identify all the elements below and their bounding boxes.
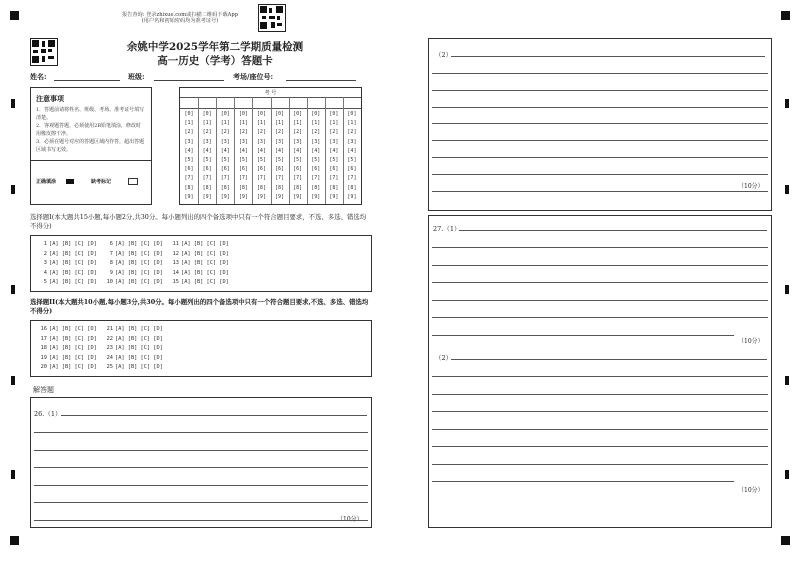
choice-options[interactable]: [A] [B] [C] [D] [115, 326, 163, 332]
question-number: 1 [43, 241, 47, 247]
exam-digit-bubble[interactable]: [8] [238, 184, 248, 191]
exam-number-write-cell[interactable] [216, 98, 234, 108]
exam-digit-bubble[interactable]: [7] [202, 175, 212, 182]
exam-digit-bubble[interactable]: [1] [293, 120, 303, 127]
answer-line[interactable] [34, 520, 368, 521]
exam-digit-bubble[interactable]: [1] [311, 120, 321, 127]
exam-digit-bubble[interactable]: [0] [184, 111, 194, 117]
question-number: 21 [106, 326, 113, 332]
answer-line[interactable] [34, 432, 368, 433]
exam-digit-bubble[interactable]: [9] [311, 193, 321, 200]
app-qr-code [258, 4, 286, 32]
answer-line[interactable] [432, 446, 768, 447]
side-mark [785, 470, 789, 479]
q26-answer-box [30, 397, 372, 528]
notes-divider [31, 160, 151, 161]
choice-options[interactable]: [A] [B] [C] [D] [181, 250, 229, 257]
choice-options[interactable]: [A] [B] [C] [D] [49, 250, 97, 257]
choice-options[interactable]: [A] [B] [C] [D] [115, 269, 163, 276]
exam-digit-bubble[interactable]: [6] [311, 166, 321, 173]
exam-title: 余姚中学2025学年第二学期质量检测 [126, 41, 304, 53]
report-notice-line2: (用户名和初始密码均为准考证号) [141, 18, 219, 25]
exam-digit-bubble[interactable]: [2] [202, 129, 212, 136]
exam-digit-bubble[interactable]: [5] [184, 157, 194, 163]
side-mark [785, 99, 789, 108]
choice-question-row[interactable] [37, 355, 97, 361]
exam-digit-bubble[interactable]: [6] [238, 166, 248, 173]
exam-digit-bubble[interactable]: [0] [293, 111, 303, 117]
exam-digit-bubble[interactable]: [4] [311, 147, 321, 154]
choice-options[interactable]: [A] [B] [C] [D] [115, 364, 163, 371]
exam-number-write-cell[interactable] [343, 98, 361, 108]
exam-digit-bubble[interactable]: [7] [293, 175, 303, 182]
exam-digit-bubble[interactable]: [3] [256, 138, 266, 145]
exam-number-write-cell[interactable] [325, 98, 343, 108]
question-number: 9 [109, 269, 113, 276]
side-mark [11, 376, 15, 385]
exam-digit-bubble[interactable]: [7] [184, 175, 194, 182]
exam-digit-bubble[interactable]: [9] [202, 193, 212, 200]
choice-options[interactable]: [A] [B] [C] [D] [181, 269, 229, 276]
exam-digit-bubble[interactable]: [4] [347, 147, 357, 154]
choice-options[interactable]: [A] [B] [C] [D] [115, 250, 163, 257]
choice-question-row[interactable] [103, 270, 163, 276]
exam-digit-bubble[interactable]: [0] [347, 111, 357, 117]
exam-digit-bubble[interactable]: [7] [256, 175, 266, 182]
side-mark [11, 470, 15, 479]
corner-mark-top-right [781, 11, 790, 20]
exam-digit-bubble[interactable]: [2] [184, 129, 194, 136]
report-notice-line1: 报告查询: 登录zhixue.com或扫描二维码下载App [121, 12, 239, 18]
side-mark [785, 285, 789, 294]
exam-digit-bubble[interactable]: [6] [202, 166, 212, 173]
section1-answer-box [30, 235, 372, 292]
class-label: 班级: [128, 72, 145, 81]
choice-question-row[interactable] [169, 251, 229, 257]
exam-digit-bubble[interactable]: [7] [275, 175, 285, 182]
choice-question-row[interactable] [103, 279, 163, 285]
exam-digit-bubble[interactable]: [2] [220, 129, 230, 136]
exam-digit-bubble[interactable]: [3] [202, 138, 212, 145]
notes-item: 1．答题前请将姓名、班级、考场、准考证号填写清楚。 [36, 107, 145, 121]
question-number: 13 [172, 260, 179, 267]
exam-digit-bubble[interactable]: [0] [220, 111, 230, 117]
choice-question-row[interactable] [103, 260, 163, 266]
exam-digit-bubble[interactable]: [4] [256, 147, 266, 154]
exam-digit-bubble[interactable]: [2] [293, 129, 303, 136]
choice-options[interactable]: [A] [B] [C] [D] [49, 260, 97, 267]
room-seat-label: 考场/座位号: [233, 72, 274, 81]
choice-question-row[interactable] [103, 364, 163, 370]
exam-digit-bubble[interactable]: [5] [347, 157, 357, 163]
section3-heading: 解答题 [33, 386, 54, 394]
choice-question-row[interactable] [37, 345, 97, 351]
choice-question-row[interactable] [103, 241, 163, 247]
question-number: 6 [109, 241, 113, 247]
question-number: 11 [172, 241, 179, 247]
right-answer-panel-top[interactable] [428, 38, 772, 211]
exam-digit-bubble[interactable]: [2] [256, 129, 266, 136]
answer-line[interactable] [432, 411, 768, 412]
question-number: 3 [43, 260, 47, 267]
name-field[interactable] [54, 80, 120, 81]
exam-number-grid [179, 87, 362, 205]
choice-options[interactable]: [A] [B] [C] [D] [181, 260, 229, 267]
answer-line[interactable] [432, 73, 768, 74]
choice-question-row[interactable] [103, 326, 163, 332]
exam-digit-bubble[interactable]: [3] [275, 138, 285, 145]
choice-options[interactable]: [A] [B] [C] [D] [49, 279, 97, 286]
exam-digit-bubble[interactable]: [1] [238, 120, 248, 127]
exam-digit-bubble[interactable]: [9] [256, 193, 266, 200]
exam-digit-bubble[interactable]: [7] [220, 175, 230, 182]
choice-question-row[interactable] [103, 355, 163, 361]
exam-digit-bubble[interactable]: [6] [329, 166, 339, 173]
question-number: 16 [40, 326, 47, 332]
exam-digit-bubble[interactable]: [5] [220, 157, 230, 163]
side-mark [11, 285, 15, 294]
exam-digit-bubble[interactable]: [8] [329, 184, 339, 191]
exam-number-write-cell[interactable] [271, 98, 289, 108]
exam-digit-bubble[interactable]: [5] [275, 157, 285, 163]
question-number: 22 [106, 335, 113, 342]
q26-part2-score: （10分） [738, 183, 764, 190]
exam-digit-bubble[interactable]: [7] [347, 175, 357, 182]
room-seat-field[interactable] [286, 80, 356, 81]
exam-digit-bubble[interactable]: [3] [184, 138, 194, 145]
section1-instruction: 选择题I(本大题共15小题,每小题2分,共30分。每小题列出的四个备选项中只有一个符合题目要求，不选、多选、错选均不得分) [30, 213, 367, 230]
choice-options[interactable]: [A] [B] [C] [D] [49, 354, 97, 361]
exam-digit-bubble[interactable]: [1] [202, 120, 212, 127]
choice-question-row[interactable] [37, 326, 97, 332]
exam-digit-bubble[interactable]: [3] [238, 138, 248, 145]
right-answer-panel-bottom[interactable] [428, 215, 772, 528]
question-number: 5 [43, 279, 47, 286]
exam-digit-bubble[interactable]: [1] [347, 120, 357, 127]
choice-options[interactable]: [A] [B] [C] [D] [49, 364, 97, 371]
question-number: 20 [40, 364, 47, 371]
exam-digit-bubble[interactable]: [2] [311, 129, 321, 136]
student-qr-code [30, 38, 58, 66]
exam-digit-bubble[interactable]: [6] [220, 166, 230, 173]
exam-digit-bubble[interactable]: [9] [347, 193, 357, 200]
answer-line[interactable] [432, 265, 768, 266]
exam-digit-bubble[interactable]: [5] [202, 157, 212, 163]
exam-digit-bubble[interactable]: [2] [238, 129, 248, 136]
question-number: 18 [40, 345, 47, 352]
question-number: 14 [172, 269, 179, 276]
q26-label: 26.（1） [34, 410, 62, 418]
question-number: 2 [43, 250, 47, 257]
choice-options[interactable]: [A] [B] [C] [D] [115, 241, 163, 247]
absent-mark-checkbox[interactable] [128, 178, 138, 185]
exam-digit-bubble[interactable]: [8] [275, 184, 285, 191]
answer-line[interactable] [432, 247, 768, 248]
q27-part1-score: （10分） [738, 338, 764, 345]
choice-question-row[interactable] [169, 279, 229, 285]
answer-line[interactable] [34, 450, 368, 451]
choice-question-row[interactable] [169, 241, 229, 247]
q27-part2-label: （2） [435, 354, 453, 362]
choice-options[interactable]: [A] [B] [C] [D] [115, 260, 163, 267]
exam-digit-bubble[interactable]: [9] [238, 193, 248, 200]
q27-part2-score: （10分） [738, 487, 764, 494]
exam-digit-bubble[interactable]: [0] [275, 111, 285, 117]
exam-digit-bubble[interactable]: [4] [275, 147, 285, 154]
choice-options[interactable]: [A] [B] [C] [D] [49, 269, 97, 276]
answer-line[interactable] [432, 90, 768, 91]
exam-digit-bubble[interactable]: [0] [238, 111, 248, 117]
exam-digit-bubble[interactable]: [0] [202, 111, 212, 117]
exam-digit-bubble[interactable]: [6] [275, 166, 285, 173]
answer-line[interactable] [432, 429, 768, 430]
exam-number-header: 考 号 [264, 90, 277, 96]
section2-answer-box [30, 320, 372, 377]
question-number: 12 [172, 250, 179, 257]
choice-question-row[interactable] [103, 336, 163, 342]
question-number: 25 [106, 364, 113, 371]
choice-options[interactable]: [A] [B] [C] [D] [49, 241, 97, 247]
question-number: 8 [109, 260, 113, 267]
exam-digit-bubble[interactable]: [6] [184, 166, 194, 173]
exam-digit-bubble[interactable]: [7] [329, 175, 339, 182]
exam-digit-bubble[interactable]: [0] [311, 111, 321, 117]
exam-digit-bubble[interactable]: [3] [329, 138, 339, 145]
answer-line[interactable] [432, 300, 768, 301]
answer-line[interactable] [34, 485, 368, 486]
choice-options[interactable]: [A] [B] [C] [D] [49, 345, 97, 352]
report-notice [110, 12, 250, 25]
choice-question-row[interactable] [169, 260, 229, 266]
answer-line[interactable] [432, 107, 768, 108]
choice-question-row[interactable] [37, 251, 97, 257]
question-number: 24 [106, 354, 113, 361]
exam-number-write-cell[interactable] [252, 98, 270, 108]
choice-options[interactable]: [A] [B] [C] [D] [115, 335, 163, 342]
answer-line[interactable] [451, 56, 765, 57]
question-number: 23 [106, 345, 113, 352]
exam-digit-bubble[interactable]: [5] [238, 157, 248, 163]
exam-digit-bubble[interactable]: [2] [347, 129, 357, 136]
notes-item: 3．必须在题号对应的答题区域内作答，超出答题区域书写无效。 [36, 139, 145, 153]
exam-number-write-cell[interactable] [234, 98, 252, 108]
answer-line[interactable] [432, 174, 768, 175]
exam-digit-bubble[interactable]: [5] [329, 157, 339, 163]
choice-question-row[interactable] [37, 364, 97, 370]
exam-digit-bubble[interactable]: [1] [220, 120, 230, 127]
exam-digit-bubble[interactable]: [4] [238, 147, 248, 154]
q26-score: （10分） [337, 516, 363, 523]
exam-number-write-cell[interactable] [307, 98, 325, 108]
choice-options[interactable]: [A] [B] [C] [D] [49, 326, 97, 332]
exam-digit-bubble[interactable]: [8] [347, 184, 357, 191]
question-number: 15 [172, 279, 179, 286]
answer-line[interactable] [61, 415, 367, 416]
answer-line[interactable] [432, 335, 734, 336]
answer-line[interactable] [432, 317, 768, 318]
exam-digit-bubble[interactable]: [9] [293, 193, 303, 200]
exam-number-write-cell[interactable] [198, 98, 216, 108]
answer-line[interactable] [432, 123, 768, 124]
exam-number-write-cell[interactable] [289, 98, 307, 108]
answer-line[interactable] [451, 359, 767, 360]
choice-question-row[interactable] [37, 270, 97, 276]
question-number: 4 [43, 269, 47, 276]
choice-options[interactable]: [A] [B] [C] [D] [115, 279, 163, 286]
answer-line[interactable] [432, 140, 768, 141]
exam-digit-bubble[interactable]: [3] [293, 138, 303, 145]
exam-digit-bubble[interactable]: [2] [329, 129, 339, 136]
notes-box [30, 87, 152, 205]
side-mark [11, 99, 15, 108]
exam-digit-bubble[interactable]: [8] [202, 184, 212, 191]
notes-item: 2．客观题答题，必须使用2B铅笔填涂，修改时用橡皮擦干净。 [36, 123, 142, 137]
exam-digit-bubble[interactable]: [4] [220, 147, 230, 154]
correct-fill-label: 正确填涂 [36, 179, 57, 185]
choice-question-row[interactable] [37, 336, 97, 342]
exam-digit-bubble[interactable]: [9] [275, 193, 285, 200]
exam-digit-bubble[interactable]: [4] [184, 147, 194, 154]
corner-mark-top-left [10, 11, 19, 20]
exam-digit-bubble[interactable]: [4] [293, 147, 303, 154]
q27-label: 27.（1） [433, 225, 461, 233]
exam-digit-bubble[interactable]: [1] [329, 120, 339, 127]
exam-digit-bubble[interactable]: [9] [329, 193, 339, 200]
notes-title: 注意事项 [36, 94, 64, 103]
choice-question-row[interactable] [103, 345, 163, 351]
exam-digit-bubble[interactable]: [9] [184, 193, 194, 200]
choice-question-row[interactable] [37, 279, 97, 285]
choice-question-row[interactable] [37, 260, 97, 266]
exam-digit-bubble[interactable]: [5] [256, 157, 266, 163]
exam-digit-bubble[interactable]: [0] [256, 111, 266, 117]
exam-digit-bubble[interactable]: [8] [311, 184, 321, 191]
answer-line[interactable] [459, 230, 767, 231]
exam-digit-bubble[interactable]: [4] [329, 147, 339, 154]
exam-digit-bubble[interactable]: [6] [347, 166, 357, 173]
exam-digit-bubble[interactable]: [7] [238, 175, 248, 182]
answer-line[interactable] [432, 464, 768, 465]
side-mark [11, 185, 15, 194]
exam-digit-bubble[interactable]: [8] [184, 184, 194, 191]
side-mark [785, 376, 789, 385]
exam-digit-bubble[interactable]: [6] [293, 166, 303, 173]
question-number: 19 [40, 354, 47, 361]
choice-question-row[interactable] [103, 251, 163, 257]
answer-line[interactable] [432, 157, 768, 158]
class-field[interactable] [154, 80, 224, 81]
notes-list [36, 106, 146, 154]
choice-options[interactable]: [A] [B] [C] [D] [181, 279, 229, 286]
choice-options[interactable]: [A] [B] [C] [D] [115, 345, 163, 352]
q26-part2-label: （2） [435, 51, 453, 59]
choice-options[interactable]: [A] [B] [C] [D] [49, 335, 97, 342]
question-number: 17 [40, 335, 47, 342]
answer-line[interactable] [432, 282, 768, 283]
exam-number-write-cell[interactable] [180, 98, 198, 108]
exam-digit-bubble[interactable]: [6] [256, 166, 266, 173]
exam-digit-bubble[interactable]: [2] [275, 129, 285, 136]
side-mark [785, 185, 789, 194]
exam-digit-bubble[interactable]: [1] [256, 120, 266, 127]
exam-digit-bubble[interactable]: [4] [202, 147, 212, 154]
exam-digit-bubble[interactable]: [5] [293, 157, 303, 163]
correct-fill-sample [66, 179, 74, 184]
exam-digit-bubble[interactable]: [8] [293, 184, 303, 191]
name-label: 姓名: [30, 72, 47, 81]
absent-mark-label: 缺考标记 [91, 179, 112, 185]
section2-instruction: 选择题II(本大题共10小题,每小题3分,共30分。每小题列出的四个备选项中只有一个符合题目要求,不选、多选、错选均不得分) [30, 298, 369, 315]
exam-digit-bubble[interactable]: [8] [256, 184, 266, 191]
exam-digit-bubble[interactable]: [7] [311, 175, 321, 182]
exam-digit-bubble[interactable]: [3] [311, 138, 321, 145]
answer-line[interactable] [432, 191, 768, 192]
answer-line[interactable] [432, 394, 768, 395]
choice-question-row[interactable] [169, 270, 229, 276]
answer-line[interactable] [432, 376, 768, 377]
answer-line[interactable] [432, 481, 734, 482]
exam-digit-bubble[interactable]: [3] [347, 138, 357, 145]
corner-mark-bottom-left [10, 536, 19, 545]
choice-question-row[interactable] [37, 241, 97, 247]
exam-subtitle: 高一历史（学考）答题卡 [157, 55, 273, 67]
choice-options[interactable]: [A] [B] [C] [D] [115, 354, 163, 361]
choice-options[interactable]: [A] [B] [C] [D] [181, 241, 229, 247]
corner-mark-bottom-right [781, 536, 790, 545]
answer-line[interactable] [34, 502, 368, 503]
exam-digit-bubble[interactable]: [0] [329, 111, 339, 117]
question-number: 10 [106, 279, 113, 286]
answer-line[interactable] [34, 467, 368, 468]
exam-digit-bubble[interactable]: [9] [220, 193, 230, 200]
exam-digit-bubble[interactable]: [8] [220, 184, 230, 191]
exam-digit-bubble[interactable]: [5] [311, 157, 321, 163]
exam-digit-bubble[interactable]: [1] [275, 120, 285, 127]
question-number: 7 [109, 250, 113, 257]
exam-digit-bubble[interactable]: [1] [184, 120, 194, 127]
exam-digit-bubble[interactable]: [3] [220, 138, 230, 145]
